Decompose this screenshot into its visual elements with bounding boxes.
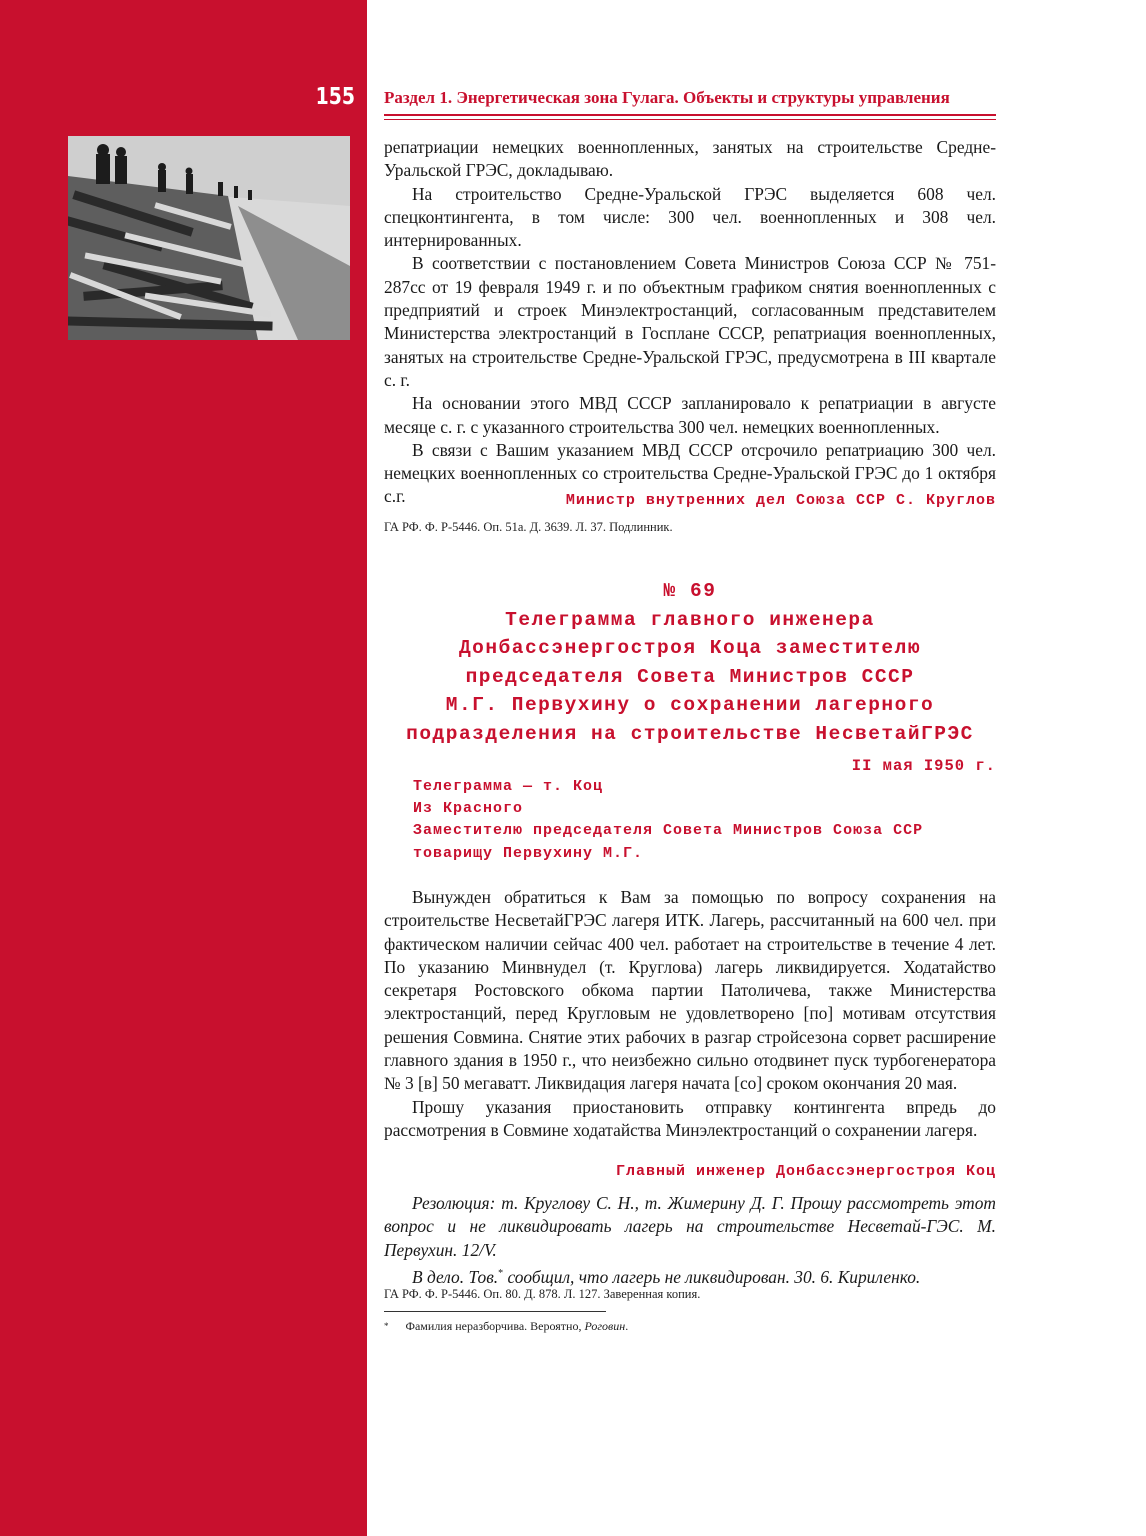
doc69-source: ГА РФ. Ф. Р-5446. Оп. 80. Д. 878. Л. 127. Заверенная копия.: [384, 1287, 701, 1301]
doc69-date: II мая I950 г.: [851, 757, 996, 775]
paragraph: На основании этого МВД СССР запланировало к репатриации в августе месяце с. г. с указанного строительства 300 чел. немецких военнопленных.: [384, 393, 996, 437]
paragraph: В связи с Вашим указанием МВД СССР отсрочило репатриацию 300 чел. немецких военнопленных со строительства Средне-Уральской ГРЭС до 1 октября с.г.: [384, 439, 996, 507]
note-marker: *: [498, 1267, 504, 1279]
footnote-name: Роговин: [584, 1319, 626, 1333]
footnote-text: Фамилия неразборчива. Вероятно,: [405, 1319, 585, 1333]
construction-site-illustration: [68, 136, 350, 340]
doc68-signature: Министр внутренних дел Союза ССР С. Круглов: [565, 492, 996, 509]
header-rule: [384, 114, 996, 116]
doc69-heading: [384, 577, 996, 748]
doc69-resolution: [384, 1192, 996, 1289]
archive-note: [384, 1262, 996, 1289]
title-line: Донбассэнергостроя Коца заместителю: [458, 637, 922, 659]
address-line: Из Красного: [413, 800, 524, 818]
archival-photo: [68, 136, 350, 340]
paragraph: репатриации немецких военнопленных, занятых на строительстве Средне-Уральской ГРЭС, докладываю.: [384, 137, 996, 181]
footnote-end: .: [625, 1319, 629, 1333]
running-head: Раздел 1. Энергетическая зона Гулага. Объекты и структуры управления: [384, 88, 950, 107]
footnote-marker: *: [384, 1321, 389, 1331]
note-start: В дело. Тов.: [412, 1266, 499, 1287]
paragraph: Прошу указания приостановить отправку контингента впредь до рассмотрения в Совмине ходатайства Минэлектростанций о сохранении лагеря.: [384, 1096, 996, 1140]
paragraph: В соответствии с постановлением Совета Министров Союза ССР № 751-287сс от 19 февраля 1949 г. и по объектным графиком снятия военнопленных с предприятий и строек Минэлектростанций, согласованным представителем Министерства электростанций в Госплане СССР, репатриация военнопленных, занятых на строительстве Средне-Уральской ГРЭС, предусмотрена в III квартале с. г.: [384, 253, 996, 390]
doc69-signature: Главный инженер Донбассэнергостроя Коц: [615, 1163, 996, 1180]
note-end: сообщил, что лагерь не ликвидирован. 30. 6. Кириленко.: [503, 1266, 921, 1287]
doc68-body: [384, 136, 996, 509]
doc69-body: [384, 886, 996, 1142]
footnote-rule: [384, 1311, 606, 1312]
title-line: М.Г. Первухину о сохранении лагерного: [445, 694, 935, 716]
title-line: подразделения на строительстве НесветайГРЭС: [406, 722, 974, 745]
title-line: Телеграмма главного инженера: [505, 608, 875, 631]
footnote: [384, 1318, 996, 1334]
doc69-address: [384, 776, 1025, 865]
address-line: товарищу Первухину М.Г.: [413, 844, 644, 862]
paragraph: Вынужден обратиться к Вам за помощью по вопросу сохранения на строительстве НесветайГРЭС лагеря ИТК. Лагерь, рассчитанный на 600 чел. при фактическом наличии сейчас 400 чел. работает на строительстве в течение 4 лет. По указанию Минвнудел (т. Круглова) лагерь ликвидируется. Ходатайство секретаря Ростовского обкома партии Патоличева, также Министерства электростанций, перед Кругловым не удовлетворено [по] мотивам отсутствия решения Совмина. Снятие этих рабочих в разгар стройсезона сорвет расширение главного здания в 1950 г., что неизбежно сильно отодвинет пуск турбогенератора № 3 [в] 50 мегаватт. Ликвидация лагеря начата [со] сроком окончания 20 мая.: [384, 887, 996, 1094]
address-line: Заместителю председателя Совета Министров Союза ССР: [413, 822, 924, 840]
doc-number: № 69: [663, 580, 717, 602]
resolution-text: Резолюция: т. Круглову С. Н., т. Жимерину Д. Г. Прошу рассмотреть этот вопрос и не ликвидировать лагерь на строительстве Несветай-ГЭС. М. Первухин. 12/V.: [384, 1193, 996, 1260]
header-rule-thin: [384, 119, 996, 120]
paragraph: На строительство Средне-Уральской ГРЭС выделяется 608 чел. спецконтингента, в том числе: 300 чел. военнопленных и 308 чел. интернированных.: [384, 183, 996, 251]
page-number: 155: [315, 84, 355, 110]
title-line: председателя Совета Министров СССР: [465, 665, 915, 688]
address-line: Телеграмма — т. Коц: [413, 778, 604, 795]
doc68-source: ГА РФ. Ф. Р-5446. Оп. 51а. Д. 3639. Л. 37. Подлинник.: [384, 520, 673, 534]
